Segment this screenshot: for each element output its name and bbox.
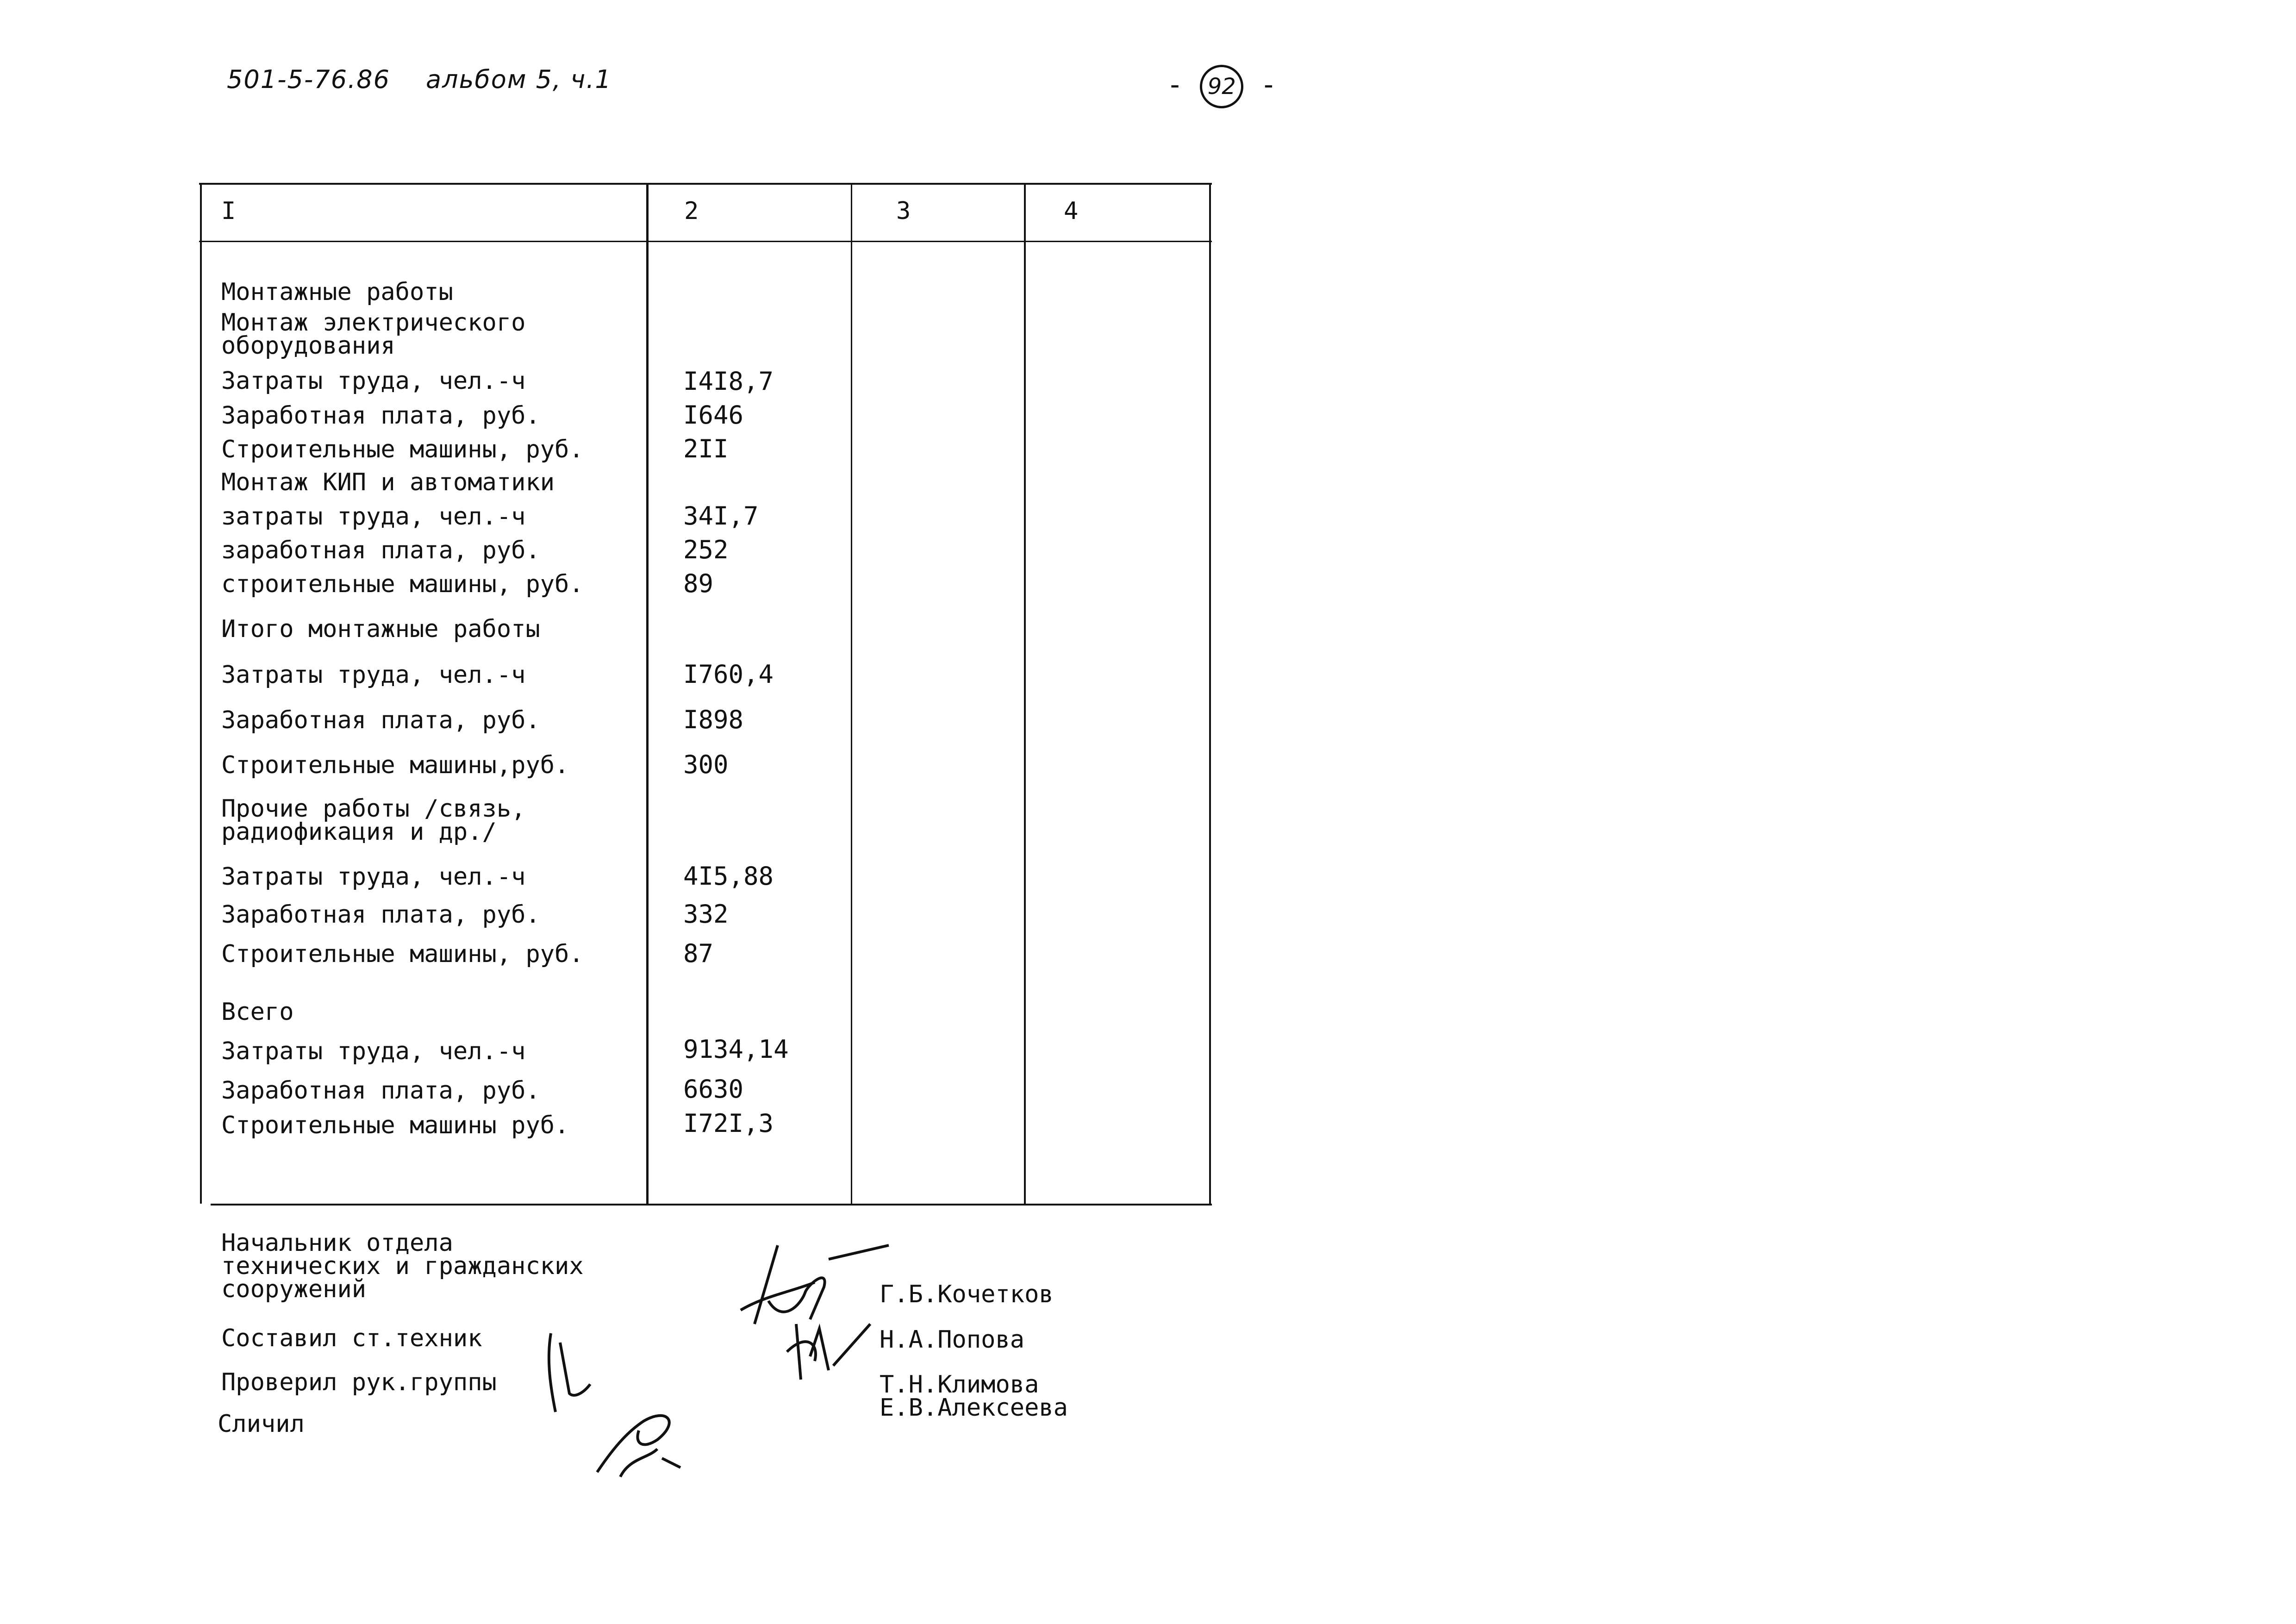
- signature-scribble-4: [588, 1403, 690, 1486]
- row-label-line: радиофикация и др./: [221, 818, 497, 846]
- table-col-divider-1: [646, 183, 649, 1206]
- signatory-name: Т.Н.Климова: [880, 1371, 1039, 1399]
- col-header-4: 4: [1064, 197, 1079, 225]
- row-value: I646: [683, 400, 744, 430]
- row-label: Затраты труда, чел.-ч: [221, 1037, 526, 1065]
- col-header-3: 3: [896, 197, 911, 225]
- row-value: 87: [683, 939, 714, 968]
- signature-role-line: технических и гражданских: [221, 1252, 584, 1280]
- row-value: 332: [683, 899, 729, 929]
- row-value: 9134,14: [683, 1035, 789, 1064]
- signature-role: Сличил: [218, 1410, 305, 1438]
- row-value: 252: [683, 535, 729, 564]
- document-code: 501-5-76.86: [227, 65, 390, 94]
- row-value: 4I5,88: [683, 862, 774, 891]
- col-header-1: I: [221, 197, 236, 225]
- row-value: 2II: [683, 434, 729, 463]
- row-value: I760,4: [683, 660, 774, 689]
- signature-block: [0, 1213, 1204, 1500]
- signatory-name: Е.В.Алексеева: [880, 1394, 1068, 1422]
- row-label: Затраты труда, чел.-ч: [221, 367, 526, 395]
- row-label: Итого монтажные работы: [221, 615, 540, 643]
- row-value: 34I,7: [683, 501, 759, 531]
- signature-scribble-2: [782, 1315, 875, 1389]
- signatory-name: Н.А.Попова: [880, 1326, 1025, 1354]
- row-label: Монтаж КИП и автоматики: [221, 468, 555, 496]
- page-number-dash-left: -: [1167, 69, 1184, 101]
- row-value: 89: [683, 569, 714, 598]
- row-label: затраты труда, чел.-ч: [221, 503, 526, 531]
- album-reference: альбом 5, ч.1: [426, 65, 612, 94]
- row-label: Затраты труда, чел.-ч: [221, 661, 526, 689]
- row-label: Заработная плата, руб.: [221, 1077, 540, 1105]
- table-right-border: [1209, 183, 1211, 1206]
- row-label: Заработная плата, руб.: [221, 901, 540, 929]
- row-label: Затраты труда, чел.-ч: [221, 863, 526, 891]
- row-label: [221, 309, 526, 360]
- table-left-border: [200, 183, 202, 1204]
- row-value: I72I,3: [683, 1109, 774, 1138]
- row-label: Строительные машины,руб.: [221, 751, 569, 779]
- signature-role: Составил ст.техник: [221, 1324, 482, 1352]
- page-number-dash-right: -: [1260, 69, 1277, 101]
- signatory-name: Г.Б.Кочетков: [880, 1280, 1054, 1308]
- table-col-divider-2: [851, 183, 852, 1206]
- col-header-2: 2: [684, 197, 699, 225]
- row-label: Заработная плата, руб.: [221, 706, 540, 734]
- row-value: I898: [683, 705, 744, 734]
- table-header-divider: [199, 241, 1212, 242]
- signature-role-line: Начальник отдела: [221, 1229, 453, 1257]
- row-label: Всего: [221, 998, 294, 1026]
- row-label: Строительные машины, руб.: [221, 940, 584, 968]
- table-col-divider-3: [1024, 183, 1026, 1206]
- row-label: Заработная плата, руб.: [221, 402, 540, 430]
- row-value: 300: [683, 750, 729, 779]
- table-top-border: [199, 183, 1212, 185]
- table-bottom-border: [211, 1204, 1212, 1206]
- row-label: Строительные машины руб.: [221, 1112, 569, 1139]
- row-value: I4I8,7: [683, 367, 774, 396]
- row-value: 6630: [683, 1074, 744, 1104]
- row-label-line: Прочие работы /связь,: [221, 795, 526, 823]
- row-label: [221, 795, 526, 846]
- signature-role-line: сооружений: [221, 1275, 367, 1303]
- row-label-line: Монтаж электрического: [221, 309, 526, 337]
- row-label: строительные машины, руб.: [221, 570, 584, 598]
- signature-role: Проверил рук.группы: [221, 1368, 497, 1396]
- signature-role: [221, 1231, 584, 1301]
- row-label: Монтажные работы: [221, 278, 453, 306]
- page-number-circle: 92: [1200, 65, 1243, 108]
- row-label-line: оборудования: [221, 332, 395, 360]
- row-label: Строительные машины, руб.: [221, 436, 584, 463]
- row-label: заработная плата, руб.: [221, 537, 540, 564]
